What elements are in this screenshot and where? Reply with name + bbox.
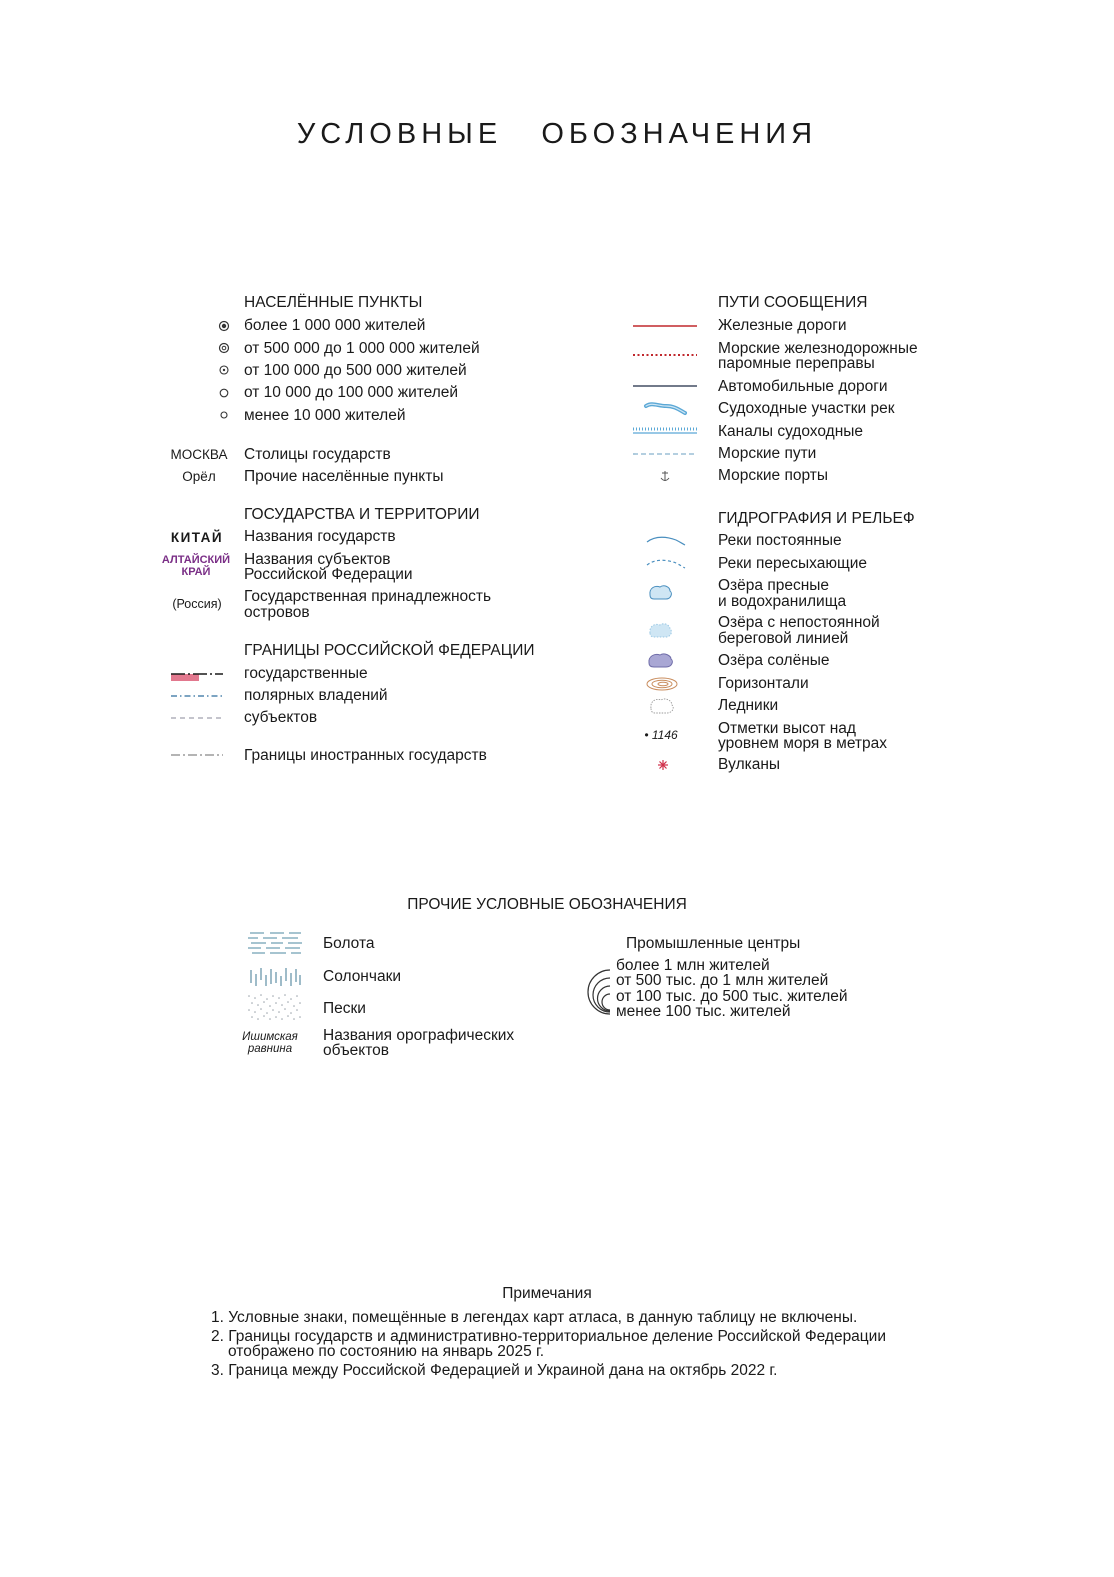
subject-name-sample-1: АЛТАЙСКИЙ: [161, 554, 231, 566]
industry-level-4: менее 100 тыс. жителей: [616, 1003, 791, 1020]
elevation-label-2: уровнем моря в метрах: [718, 735, 888, 752]
borders-header: ГРАНИЦЫ РОССИЙСКОЙ ФЕДЕРАЦИИ: [244, 642, 535, 659]
country-name-sample: КИТАЙ: [170, 530, 224, 545]
permanent-river-label: Реки постоянные: [718, 532, 842, 549]
orographic-sample-1: Ишимская: [242, 1031, 298, 1043]
salt-marsh-icon: [251, 968, 300, 986]
canal-label: Каналы судоходные: [718, 423, 864, 440]
permanent-river-icon: [647, 537, 685, 545]
swamp-label: Болота: [323, 935, 375, 952]
population-label-2: от 500 000 до 1 000 000 жителей: [244, 340, 480, 357]
swamp-icon: [248, 933, 302, 953]
city-over-1m-icon: [220, 322, 229, 331]
elevation-label-1: Отметки высот над: [718, 720, 856, 737]
salt-marsh-label: Солончаки: [323, 968, 402, 985]
subject-name-sample-2: КРАЙ: [181, 566, 211, 578]
island-ownership-sample: (Россия): [172, 597, 222, 611]
contour-label: Горизонтали: [718, 675, 809, 692]
population-label-3: от 100 000 до 500 000 жителей: [244, 362, 467, 379]
industry-level-1: более 1 млн жителей: [616, 957, 770, 974]
state-border-icon: [171, 674, 223, 681]
railway-label: Железные дороги: [718, 317, 847, 334]
salt-lake-icon: [649, 654, 672, 667]
note-1: 1. Условные знаки, помещённые в легендах карт атласа, в данную таблицу не включены.: [211, 1309, 858, 1326]
fresh-lake-label-2: и водохранилища: [718, 593, 847, 610]
ferry-label-2: паромные переправы: [718, 355, 875, 372]
notes-list: [211, 1310, 886, 1378]
city-under-10k-icon: [221, 412, 227, 418]
transport-header: ПУТИ СООБЩЕНИЯ: [718, 294, 868, 311]
city-500k-icon: [220, 344, 229, 353]
volcano-icon: [658, 760, 668, 770]
island-label-1: Государственная принадлежность: [244, 588, 492, 605]
settlement-symbols: [215, 317, 235, 427]
sea-port-label: Морские порты: [718, 467, 828, 484]
state-border-label: государственные: [244, 665, 368, 682]
industry-header: Промышленные центры: [626, 935, 801, 952]
capital-sample: МОСКВА: [170, 447, 228, 462]
population-label-5: менее 10 000 жителей: [244, 407, 406, 424]
variable-lake-label-2: береговой линией: [718, 630, 849, 647]
navigable-river-label: Судоходные участки рек: [718, 400, 895, 417]
glacier-label: Ледники: [718, 697, 779, 714]
polar-border-label: полярных владений: [244, 687, 388, 704]
country-name-label: Названия государств: [244, 528, 396, 545]
settlements-header: НАСЕЛЁННЫЕ ПУНКТЫ: [244, 294, 423, 311]
ferry-label-1: Морские железнодорожные: [718, 340, 918, 357]
contour-lines-icon: [647, 678, 677, 690]
transport-symbols: [628, 316, 703, 486]
volcano-label: Вулканы: [718, 756, 781, 773]
sand-label: Пески: [323, 1000, 366, 1017]
population-label-4: от 10 000 до 100 000 жителей: [244, 384, 459, 401]
terrain-symbols: [244, 928, 308, 1028]
capital-label: Столицы государств: [244, 446, 391, 463]
city-100k-icon: [220, 366, 228, 374]
population-label-1: более 1 000 000 жителей: [244, 317, 426, 334]
states-header: ГОСУДАРСТВА И ТЕРРИТОРИИ: [244, 506, 480, 523]
note-2b: отображено по состоянию на январь 2025 г.: [228, 1343, 545, 1360]
other-town-sample: Орёл: [182, 469, 216, 484]
elevation-sample: • 1146: [644, 728, 678, 742]
salt-lake-label: Озёра солёные: [718, 652, 830, 669]
sea-route-label: Морские пути: [718, 445, 817, 462]
variable-lake-icon: [650, 624, 672, 637]
sand-icon: [248, 994, 301, 1020]
road-label: Автомобильные дороги: [718, 378, 888, 395]
island-label-2: островов: [244, 604, 310, 621]
city-10k-icon: [220, 389, 228, 397]
other-header: ПРОЧИЕ УСЛОВНЫЕ ОБОЗНАЧЕНИЯ: [407, 896, 687, 913]
subject-border-label: субъектов: [244, 709, 318, 726]
hydro-header: ГИДРОГРАФИЯ И РЕЛЬЕФ: [718, 510, 915, 527]
notes-header: Примечания: [502, 1285, 592, 1302]
sea-port-icon: [661, 471, 669, 481]
seasonal-river-label: Реки пересыхающие: [718, 555, 868, 572]
border-symbols: [168, 664, 228, 764]
foreign-border-label: Границы иностранных государств: [244, 747, 487, 764]
other-town-label: Прочие населённые пункты: [244, 468, 444, 485]
orographic-label-1: Названия орографических: [323, 1027, 515, 1044]
industrial-center-icon: [582, 966, 614, 1020]
industry-level-2: от 500 тыс. до 1 млн жителей: [616, 972, 829, 989]
orographic-sample-2: равнина: [247, 1043, 293, 1055]
page-title: УСЛОВНЫЕ ОБОЗНАЧЕНИЯ: [296, 118, 818, 150]
fresh-lake-label-1: Озёра пресные: [718, 577, 830, 594]
subject-label-1: Названия субъектов: [244, 551, 391, 568]
glacier-icon: [651, 699, 673, 713]
subject-label-2: Российской Федерации: [244, 566, 413, 583]
note-3: 3. Граница между Российской Федерацией и Украиной дана на октябрь 2022 г.: [211, 1362, 778, 1379]
fresh-lake-icon: [650, 586, 672, 599]
canal-icon: [633, 429, 697, 433]
orographic-label-2: объектов: [323, 1042, 390, 1059]
seasonal-river-icon: [647, 560, 685, 568]
note-2a: 2. Границы государств и административно-территориальное деление Российской Федерации: [211, 1328, 886, 1345]
industry-level-3: от 100 тыс. до 500 тыс. жителей: [616, 988, 848, 1005]
variable-lake-label-1: Озёра с непостоянной: [718, 614, 880, 631]
